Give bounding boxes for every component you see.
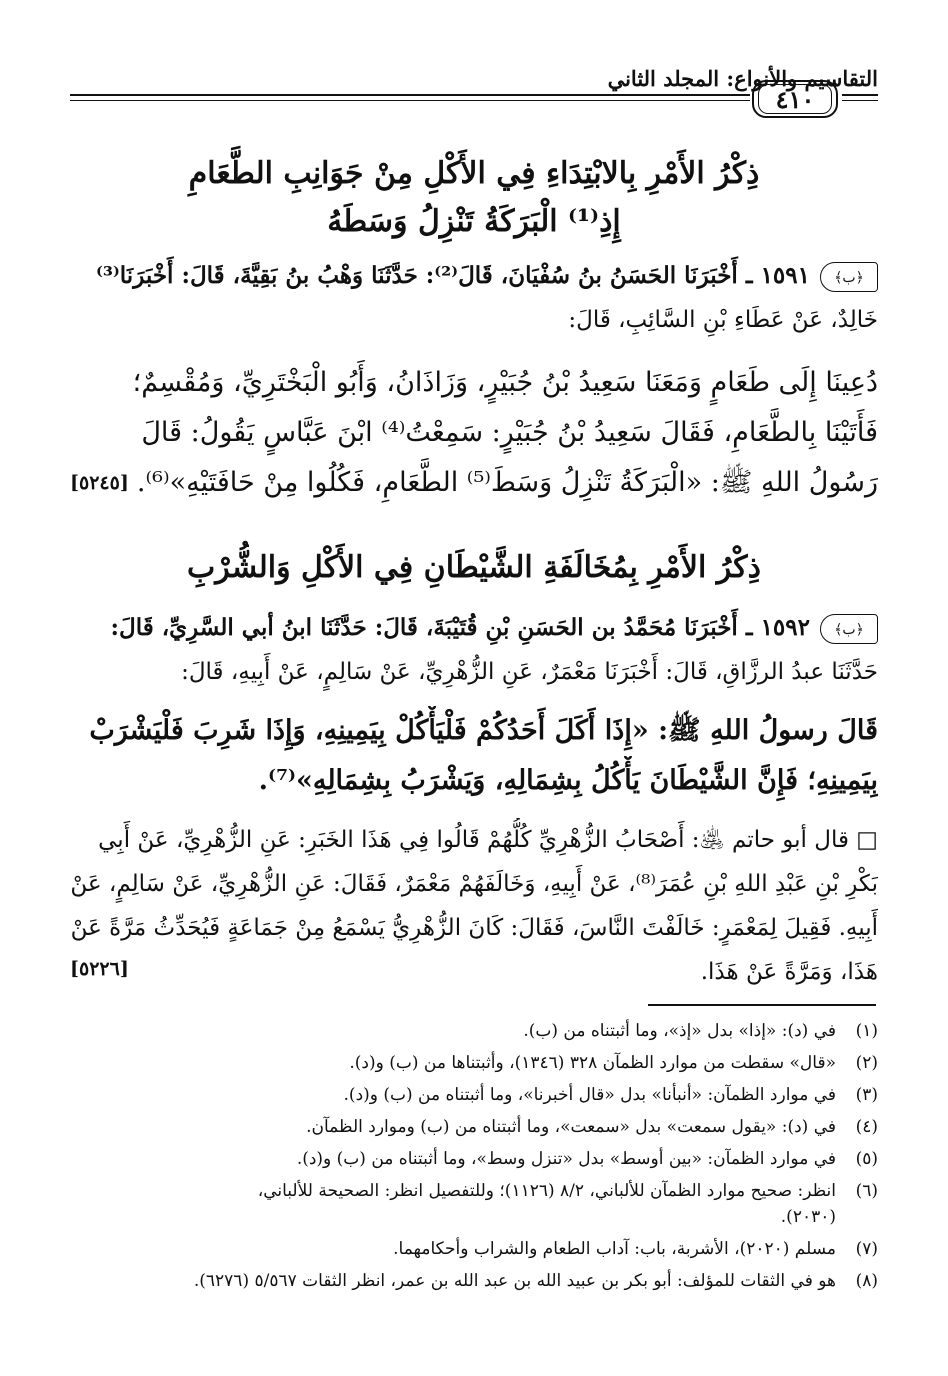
header-rule bbox=[70, 94, 750, 96]
header-rule-thin bbox=[70, 100, 750, 101]
section1-heading-line1: ذِكْرُ الأَمْرِ بِالابْتِدَاءِ فِي الأَكْلِ مِنْ جَوَانِبِ الطَّعَامِ bbox=[188, 156, 760, 191]
footnotes bbox=[70, 1018, 878, 1294]
footnote-5: (٥)في موارد الظمآن: «بين أوسط» بدل «تنزل وسط»، وما أثبتناه من (ب) و(د). bbox=[296, 1149, 878, 1169]
matn-line-2: فَأَتَيْنَا بِالطَّعَامِ، فَقَالَ سَعِيدُ بْنُ جُبَيْرٍ: سَمِعْتُ⁽⁴⁾ ابْنَ عَبَّاسٍ يَقُولُ: قَالَ bbox=[141, 417, 878, 448]
section1-heading-line2: إِذِ⁽¹⁾ الْبَرَكَةُ تَنْزِلُ وَسَطَهُ bbox=[327, 204, 621, 239]
comment-line-3: أَبِيهِ. فَقِيلَ لِمَعْمَرٍ: خَالَفْتَ النَّاسَ، فَقَالَ: كَانَ الزُّهْرِيُّ يَسْمَعُ مِنْ جَمَاعَةٍ فَيُحَدِّثُ مَرَّةً عَنْ bbox=[70, 915, 878, 941]
page-number: ٤١٠ bbox=[775, 84, 815, 114]
hadith-marker-icon: ﴿ب﴾ bbox=[820, 614, 878, 644]
page-number-frame bbox=[758, 84, 832, 114]
comment-line-1: □ قال أبو حاتم ﵁: أَصْحَابُ الزُّهْرِيِّ كُلُّهُمْ قَالُوا فِي هَذَا الخَبَرِ: عَنِ الزُّهْرِيِّ، عَنْ أَبِي bbox=[98, 827, 878, 853]
isnad-line-2: حَدَّثَنَا عبدُ الرزَّاقِ، قَالَ: أَخْبَرَنَا مَعْمَرٌ، عَنِ الزُّهْرِيِّ، عَنْ سَالِمٍ، عَنْ أَبِيهِ، قَالَ: bbox=[181, 659, 878, 685]
hadith-marker-icon: ﴿ب﴾ bbox=[820, 262, 878, 292]
comment-line-4: هَذَا، وَمَرَّةً عَنْ هَذَا. bbox=[700, 959, 878, 985]
footnote-1: (١)في (د): «إذا» بدل «إذ»، وما أثبتناه من (ب). bbox=[523, 1021, 878, 1041]
hadith-1591-isnad bbox=[70, 254, 878, 342]
matn-line-2: بِيَمِينِهِ؛ فَإِنَّ الشَّيْطَانَ يَأْكُلُ بِشِمَالِهِ، وَيَشْرَبُ بِشِمَالِهِ»⁽⁷⁾. bbox=[258, 765, 878, 796]
isnad-line-1: ١٥٩١ ـ أَخْبَرَنَا الحَسَنُ بنُ سُفْيَانَ، قَالَ⁽²⁾: حَدَّثَنَا وَهْبُ بنُ بَقِيَّةَ، قَالَ: أَخْبَرَنَا⁽³⁾ bbox=[96, 262, 810, 289]
footnote-2: (٢)«قال» سقطت من موارد الظمآن ٣٢٨ (١٣٤٦)، وأثبتناها من (ب) و(د). bbox=[349, 1053, 878, 1073]
comment-line-2: بَكْرِ بْنِ عَبْدِ اللهِ بْنِ عُمَرَ⁽⁸⁾، عَنْ أَبِيهِ، وَخَالَفَهُمْ مَعْمَرٌ، فَقَالَ: عَنِ الزُّهْرِيِّ، عَنْ سَالِمٍ، عَنْ bbox=[70, 871, 878, 897]
matn-line-1: قَالَ رسولُ اللهِ ﷺ: «إِذَا أَكَلَ أَحَدُكُمْ فَلْيَأْكُلْ بِيَمِينِهِ، وَإِذَا شَرِبَ فَلْيَشْرَبْ bbox=[89, 715, 878, 746]
running-title: التقاسيم والأنواع: المجلد الثاني bbox=[607, 66, 878, 91]
footnote-8: (٨)هو في الثقات للمؤلف: أبو بكر بن عبيد الله بن عبد الله بن عمر، انظر الثقات ٥/٥٦٧ (٦٢٧٦). bbox=[193, 1271, 878, 1291]
footnote-separator bbox=[648, 1004, 876, 1006]
isnad-line-2: خَالِدٌ، عَنْ عَطَاءِ بْنِ السَّائِبِ، قَالَ: bbox=[568, 307, 878, 333]
hadith-1591-matn bbox=[70, 358, 878, 508]
isnad-line-1: ١٥٩٢ ـ أَخْبَرَنَا مُحَمَّدُ بن الحَسَنِ بْنِ قُتَيْبَةَ، قَالَ: حَدَّثَنَا ابنُ أبي السَّرِيِّ، قَالَ: bbox=[110, 614, 810, 641]
matn-line-1: دُعِينَا إِلَى طَعَامٍ وَمَعَنَا سَعِيدُ بْنُ جُبَيْرٍ، وَزَاذَانُ، وَأَبُو الْبَخْتَرِيِّ، وَمُقْسِمٌ؛ bbox=[132, 367, 878, 398]
matn-line-3: رَسُولُ اللهِ ﷺ: «الْبَرَكَةُ تَنْزِلُ وَسَطَ⁽⁵⁾ الطَّعَامِ، فَكُلُوا مِنْ حَافَتَيْهِ»⁽⁶⁾. bbox=[136, 467, 878, 498]
footnote-4: (٤)في (د): «يقول سمعت» بدل «سمعت»، وما أثبتناه من (ب) وموارد الظمآن. bbox=[306, 1117, 878, 1137]
footnote-7: (٧)مسلم (٢٠٢٠)، الأشربة، باب: آداب الطعام والشراب وأحكامهما. bbox=[393, 1239, 878, 1259]
footnote-6: (٦)انظر: صحيح موارد الظمآن للألباني، ٨/٢ (١١٢٦)؛ وللتفصيل انظر: الصحيحة للألباني، bbox=[257, 1181, 878, 1201]
hadith-1591-reference: [٥٢٤٥] bbox=[70, 472, 129, 494]
hadith-1592-reference: [٥٢٢٦] bbox=[70, 958, 129, 980]
section2-heading: ذِكْرُ الأَمْرِ بِمُخَالَفَةِ الشَّيْطَانِ فِي الأَكْلِ وَالشُّرْبِ bbox=[187, 550, 761, 585]
footnote-6-cont: (٢٠٣٠). bbox=[780, 1207, 836, 1227]
footnote-3: (٣)في موارد الظمآن: «أنبأنا» بدل «قال أخبرنا»، وما أثبتناه من (ب) و(د). bbox=[343, 1085, 878, 1105]
hadith-1592-matn bbox=[70, 706, 878, 806]
abu-hatim-comment bbox=[70, 818, 878, 994]
hadith-1592-isnad bbox=[70, 606, 878, 694]
